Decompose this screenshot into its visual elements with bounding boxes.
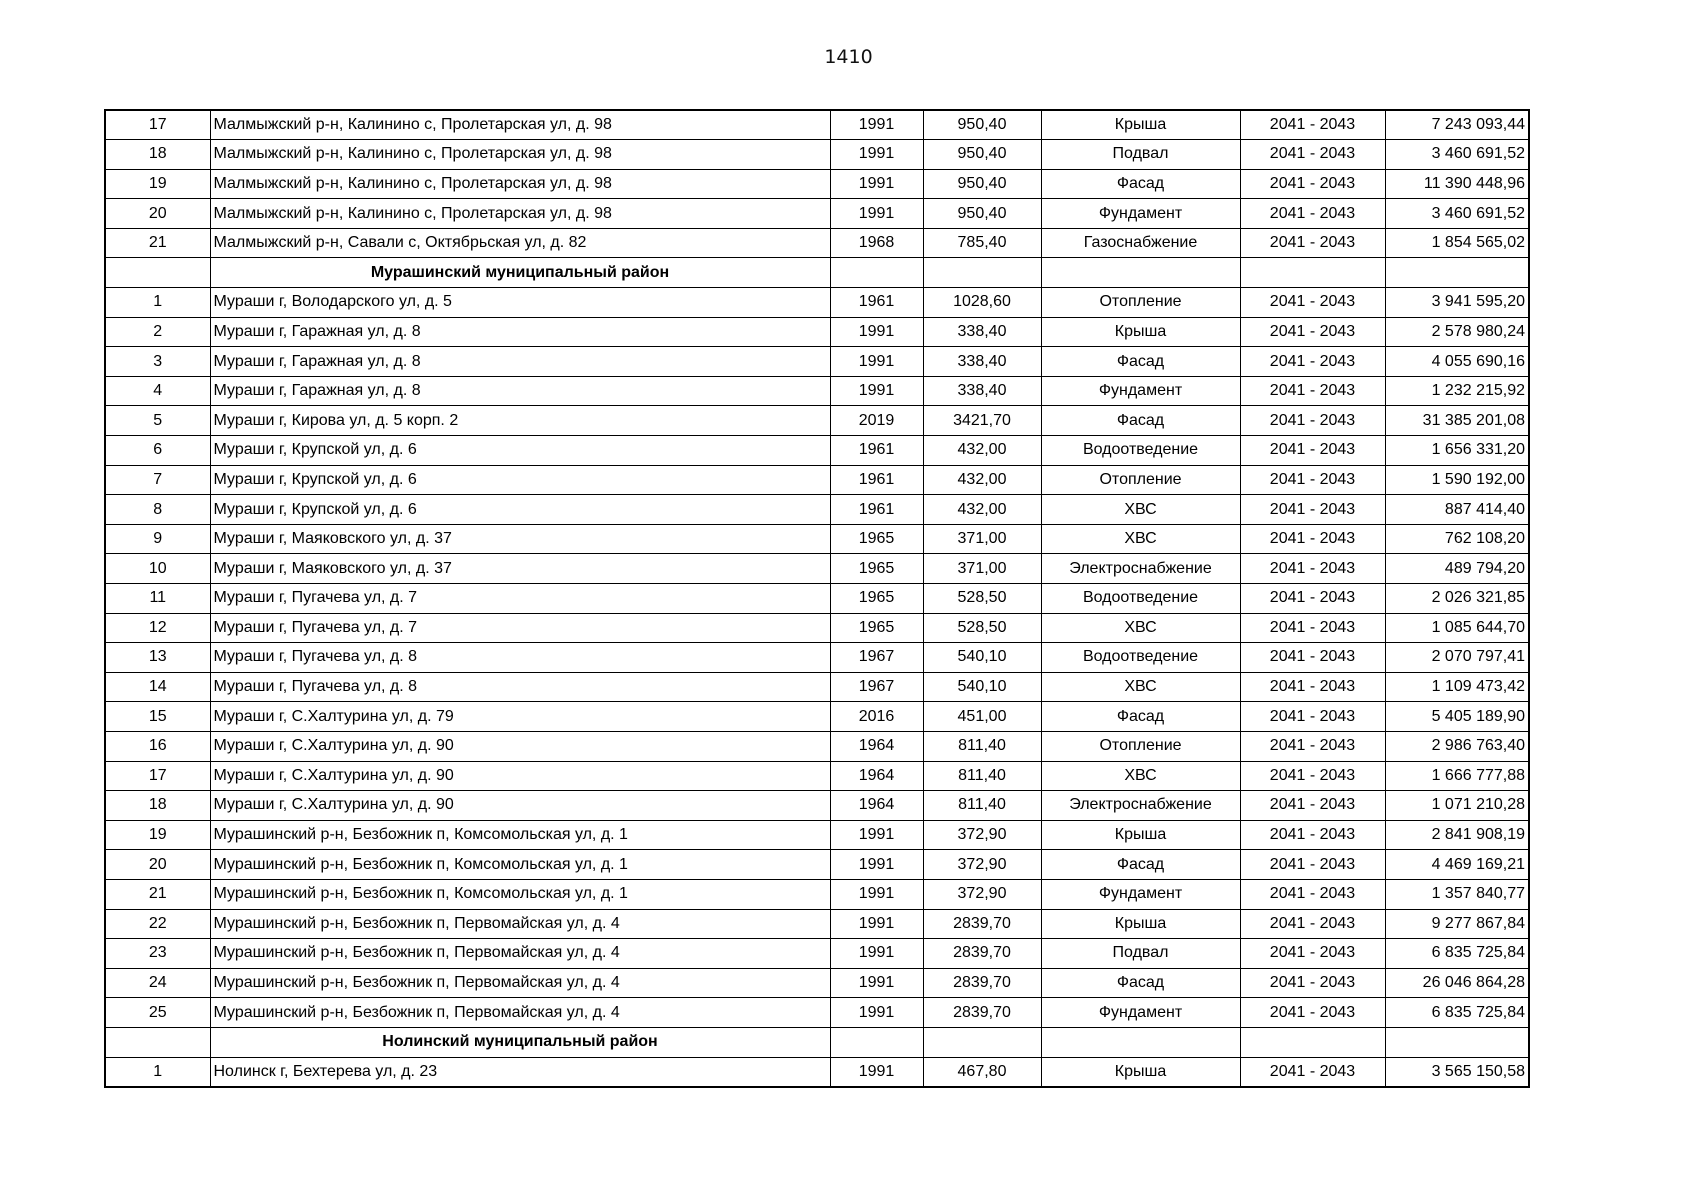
row-number-cell: 23 xyxy=(105,939,210,969)
period-cell: 2041 - 2043 xyxy=(1240,169,1385,199)
period-cell: 2041 - 2043 xyxy=(1240,731,1385,761)
section-title: Нолинский муниципальный район xyxy=(210,1027,830,1057)
period-cell: 2041 - 2043 xyxy=(1240,909,1385,939)
row-number-cell: 19 xyxy=(105,820,210,850)
year-built-cell: 1991 xyxy=(830,140,923,170)
row-number-cell: 14 xyxy=(105,672,210,702)
cost-cell: 1 085 644,70 xyxy=(1385,613,1529,643)
table-row xyxy=(105,228,1529,258)
table-row xyxy=(105,288,1529,318)
address-cell: Мураши г, Маяковского ул, д. 37 xyxy=(210,524,830,554)
period-cell: 2041 - 2043 xyxy=(1240,406,1385,436)
table-row xyxy=(105,968,1529,998)
year-built-cell: 1965 xyxy=(830,613,923,643)
cost-cell: 1 590 192,00 xyxy=(1385,465,1529,495)
address-cell: Мурашинский р-н, Безбожник п, Первомайская ул, д. 4 xyxy=(210,998,830,1028)
area-cell: 467,80 xyxy=(923,1057,1041,1087)
period-cell: 2041 - 2043 xyxy=(1240,347,1385,377)
year-built-cell: 1964 xyxy=(830,791,923,821)
row-number-cell: 24 xyxy=(105,968,210,998)
table-row xyxy=(105,791,1529,821)
period-cell: 2041 - 2043 xyxy=(1240,820,1385,850)
address-cell: Мурашинский р-н, Безбожник п, Первомайская ул, д. 4 xyxy=(210,968,830,998)
table-body xyxy=(105,110,1529,1087)
row-number-cell: 13 xyxy=(105,643,210,673)
table-row xyxy=(105,909,1529,939)
work-type-cell: Фасад xyxy=(1041,169,1240,199)
address-cell: Мураши г, Пугачева ул, д. 7 xyxy=(210,584,830,614)
area-cell: 785,40 xyxy=(923,228,1041,258)
period-cell: 2041 - 2043 xyxy=(1240,317,1385,347)
period-cell: 2041 - 2043 xyxy=(1240,495,1385,525)
area-cell: 372,90 xyxy=(923,850,1041,880)
section-empty-cell xyxy=(1041,1027,1240,1057)
area-cell: 1028,60 xyxy=(923,288,1041,318)
work-type-cell: Фасад xyxy=(1041,850,1240,880)
year-built-cell: 1991 xyxy=(830,909,923,939)
section-empty-cell xyxy=(830,258,923,288)
row-number-cell: 1 xyxy=(105,288,210,318)
cost-cell: 2 026 321,85 xyxy=(1385,584,1529,614)
row-number-cell: 18 xyxy=(105,140,210,170)
period-cell: 2041 - 2043 xyxy=(1240,465,1385,495)
row-number-cell: 21 xyxy=(105,879,210,909)
address-cell: Мураши г, С.Халтурина ул, д. 90 xyxy=(210,761,830,791)
area-cell: 451,00 xyxy=(923,702,1041,732)
address-cell: Малмыжский р-н, Калинино с, Пролетарская ул, д. 98 xyxy=(210,199,830,229)
work-type-cell: Фундамент xyxy=(1041,199,1240,229)
year-built-cell: 1991 xyxy=(830,347,923,377)
cost-cell: 1 109 473,42 xyxy=(1385,672,1529,702)
address-cell: Мураши г, Пугачева ул, д. 8 xyxy=(210,672,830,702)
row-number-cell: 6 xyxy=(105,436,210,466)
address-cell: Мураши г, Гаражная ул, д. 8 xyxy=(210,317,830,347)
work-type-cell: Отопление xyxy=(1041,731,1240,761)
table-row xyxy=(105,702,1529,732)
area-cell: 2839,70 xyxy=(923,968,1041,998)
period-cell: 2041 - 2043 xyxy=(1240,613,1385,643)
cost-cell: 1 666 777,88 xyxy=(1385,761,1529,791)
address-cell: Мураши г, Крупской ул, д. 6 xyxy=(210,436,830,466)
section-empty-cell xyxy=(1385,258,1529,288)
work-type-cell: Отопление xyxy=(1041,288,1240,318)
address-cell: Мурашинский р-н, Безбожник п, Первомайская ул, д. 4 xyxy=(210,909,830,939)
cost-cell: 26 046 864,28 xyxy=(1385,968,1529,998)
period-cell: 2041 - 2043 xyxy=(1240,791,1385,821)
work-type-cell: ХВС xyxy=(1041,761,1240,791)
address-cell: Мураши г, С.Халтурина ул, д. 90 xyxy=(210,731,830,761)
row-number-cell: 8 xyxy=(105,495,210,525)
work-type-cell: Электроснабжение xyxy=(1041,791,1240,821)
table-row xyxy=(105,731,1529,761)
cost-cell: 887 414,40 xyxy=(1385,495,1529,525)
table-row xyxy=(105,524,1529,554)
period-cell: 2041 - 2043 xyxy=(1240,584,1385,614)
period-cell: 2041 - 2043 xyxy=(1240,436,1385,466)
table-row xyxy=(105,554,1529,584)
table-row xyxy=(105,939,1529,969)
area-cell: 811,40 xyxy=(923,731,1041,761)
address-cell: Малмыжский р-н, Калинино с, Пролетарская ул, д. 98 xyxy=(210,110,830,140)
address-cell: Мураши г, С.Халтурина ул, д. 79 xyxy=(210,702,830,732)
year-built-cell: 1967 xyxy=(830,643,923,673)
area-cell: 528,50 xyxy=(923,613,1041,643)
row-number-cell: 18 xyxy=(105,791,210,821)
table-row xyxy=(105,465,1529,495)
year-built-cell: 1991 xyxy=(830,376,923,406)
work-type-cell: Фундамент xyxy=(1041,998,1240,1028)
work-type-cell: Электроснабжение xyxy=(1041,554,1240,584)
table-row xyxy=(105,140,1529,170)
period-cell: 2041 - 2043 xyxy=(1240,554,1385,584)
cost-cell: 7 243 093,44 xyxy=(1385,110,1529,140)
row-number-cell: 16 xyxy=(105,731,210,761)
table-row xyxy=(105,643,1529,673)
cost-cell: 5 405 189,90 xyxy=(1385,702,1529,732)
work-type-cell: Водоотведение xyxy=(1041,584,1240,614)
work-type-cell: Крыша xyxy=(1041,820,1240,850)
year-built-cell: 1964 xyxy=(830,761,923,791)
year-built-cell: 1965 xyxy=(830,554,923,584)
cost-cell: 1 232 215,92 xyxy=(1385,376,1529,406)
period-cell: 2041 - 2043 xyxy=(1240,702,1385,732)
period-cell: 2041 - 2043 xyxy=(1240,850,1385,880)
cost-cell: 4 469 169,21 xyxy=(1385,850,1529,880)
work-type-cell: Водоотведение xyxy=(1041,436,1240,466)
work-type-cell: Подвал xyxy=(1041,140,1240,170)
area-cell: 371,00 xyxy=(923,524,1041,554)
area-cell: 540,10 xyxy=(923,643,1041,673)
work-type-cell: Крыша xyxy=(1041,317,1240,347)
row-number-cell: 12 xyxy=(105,613,210,643)
work-type-cell: Крыша xyxy=(1041,1057,1240,1087)
address-cell: Малмыжский р-н, Калинино с, Пролетарская ул, д. 98 xyxy=(210,169,830,199)
work-type-cell: Подвал xyxy=(1041,939,1240,969)
section-empty-cell xyxy=(1240,1027,1385,1057)
section-empty-cell xyxy=(1385,1027,1529,1057)
cost-cell: 2 841 908,19 xyxy=(1385,820,1529,850)
address-cell: Мураши г, Гаражная ул, д. 8 xyxy=(210,376,830,406)
address-cell: Малмыжский р-н, Савали с, Октябрьская ул, д. 82 xyxy=(210,228,830,258)
area-cell: 811,40 xyxy=(923,791,1041,821)
cost-cell: 2 578 980,24 xyxy=(1385,317,1529,347)
period-cell: 2041 - 2043 xyxy=(1240,110,1385,140)
year-built-cell: 1991 xyxy=(830,998,923,1028)
year-built-cell: 1991 xyxy=(830,169,923,199)
area-cell: 540,10 xyxy=(923,672,1041,702)
section-title: Мурашинский муниципальный район xyxy=(210,258,830,288)
work-type-cell: Крыша xyxy=(1041,909,1240,939)
cost-cell: 6 835 725,84 xyxy=(1385,998,1529,1028)
year-built-cell: 1967 xyxy=(830,672,923,702)
page-number: 1410 xyxy=(824,46,873,68)
address-cell: Мураши г, Крупской ул, д. 6 xyxy=(210,465,830,495)
table-row xyxy=(105,820,1529,850)
row-number-cell: 11 xyxy=(105,584,210,614)
address-cell: Мурашинский р-н, Безбожник п, Комсомольская ул, д. 1 xyxy=(210,850,830,880)
table-row xyxy=(105,672,1529,702)
table-row xyxy=(105,169,1529,199)
period-cell: 2041 - 2043 xyxy=(1240,1057,1385,1087)
area-cell: 2839,70 xyxy=(923,909,1041,939)
area-cell: 432,00 xyxy=(923,495,1041,525)
area-cell: 338,40 xyxy=(923,347,1041,377)
address-cell: Мурашинский р-н, Безбожник п, Комсомольская ул, д. 1 xyxy=(210,879,830,909)
year-built-cell: 2016 xyxy=(830,702,923,732)
table-row xyxy=(105,199,1529,229)
address-cell: Мураши г, С.Халтурина ул, д. 90 xyxy=(210,791,830,821)
row-number-cell: 19 xyxy=(105,169,210,199)
address-cell: Мурашинский р-н, Безбожник п, Первомайская ул, д. 4 xyxy=(210,939,830,969)
address-cell: Малмыжский р-н, Калинино с, Пролетарская ул, д. 98 xyxy=(210,140,830,170)
table-row xyxy=(105,110,1529,140)
year-built-cell: 1991 xyxy=(830,850,923,880)
row-number-cell: 21 xyxy=(105,228,210,258)
area-cell: 2839,70 xyxy=(923,998,1041,1028)
period-cell: 2041 - 2043 xyxy=(1240,288,1385,318)
period-cell: 2041 - 2043 xyxy=(1240,998,1385,1028)
year-built-cell: 1991 xyxy=(830,317,923,347)
cost-cell: 3 460 691,52 xyxy=(1385,140,1529,170)
area-cell: 338,40 xyxy=(923,317,1041,347)
address-cell: Мураши г, Маяковского ул, д. 37 xyxy=(210,554,830,584)
year-built-cell: 2019 xyxy=(830,406,923,436)
period-cell: 2041 - 2043 xyxy=(1240,228,1385,258)
capital-repair-table xyxy=(104,109,1530,1088)
table-row xyxy=(105,998,1529,1028)
area-cell: 950,40 xyxy=(923,140,1041,170)
row-number-cell: 22 xyxy=(105,909,210,939)
section-empty-cell xyxy=(1041,258,1240,288)
cost-cell: 2 986 763,40 xyxy=(1385,731,1529,761)
work-type-cell: ХВС xyxy=(1041,613,1240,643)
cost-cell: 2 070 797,41 xyxy=(1385,643,1529,673)
cost-cell: 762 108,20 xyxy=(1385,524,1529,554)
year-built-cell: 1964 xyxy=(830,731,923,761)
section-number-cell xyxy=(105,258,210,288)
section-number-cell xyxy=(105,1027,210,1057)
work-type-cell: Газоснабжение xyxy=(1041,228,1240,258)
section-empty-cell xyxy=(923,258,1041,288)
table-row xyxy=(105,347,1529,377)
row-number-cell: 4 xyxy=(105,376,210,406)
row-number-cell: 17 xyxy=(105,110,210,140)
row-number-cell: 25 xyxy=(105,998,210,1028)
year-built-cell: 1965 xyxy=(830,524,923,554)
year-built-cell: 1961 xyxy=(830,436,923,466)
period-cell: 2041 - 2043 xyxy=(1240,672,1385,702)
year-built-cell: 1991 xyxy=(830,820,923,850)
year-built-cell: 1961 xyxy=(830,288,923,318)
work-type-cell: Крыша xyxy=(1041,110,1240,140)
table-row xyxy=(105,317,1529,347)
cost-cell: 1 656 331,20 xyxy=(1385,436,1529,466)
cost-cell: 4 055 690,16 xyxy=(1385,347,1529,377)
address-cell: Мураши г, Пугачева ул, д. 8 xyxy=(210,643,830,673)
row-number-cell: 2 xyxy=(105,317,210,347)
period-cell: 2041 - 2043 xyxy=(1240,879,1385,909)
cost-cell: 3 941 595,20 xyxy=(1385,288,1529,318)
address-cell: Мураши г, Пугачева ул, д. 7 xyxy=(210,613,830,643)
area-cell: 432,00 xyxy=(923,465,1041,495)
work-type-cell: Водоотведение xyxy=(1041,643,1240,673)
work-type-cell: Отопление xyxy=(1041,465,1240,495)
address-cell: Мураши г, Крупской ул, д. 6 xyxy=(210,495,830,525)
work-type-cell: Фасад xyxy=(1041,406,1240,436)
year-built-cell: 1991 xyxy=(830,110,923,140)
address-cell: Мураши г, Володарского ул, д. 5 xyxy=(210,288,830,318)
table-row xyxy=(105,850,1529,880)
work-type-cell: Фасад xyxy=(1041,968,1240,998)
table-row xyxy=(105,495,1529,525)
area-cell: 3421,70 xyxy=(923,406,1041,436)
area-cell: 432,00 xyxy=(923,436,1041,466)
cost-cell: 489 794,20 xyxy=(1385,554,1529,584)
work-type-cell: Фундамент xyxy=(1041,376,1240,406)
cost-cell: 3 460 691,52 xyxy=(1385,199,1529,229)
row-number-cell: 20 xyxy=(105,850,210,880)
row-number-cell: 20 xyxy=(105,199,210,229)
area-cell: 950,40 xyxy=(923,110,1041,140)
year-built-cell: 1961 xyxy=(830,465,923,495)
address-cell: Мураши г, Гаражная ул, д. 8 xyxy=(210,347,830,377)
year-built-cell: 1961 xyxy=(830,495,923,525)
row-number-cell: 15 xyxy=(105,702,210,732)
cost-cell: 6 835 725,84 xyxy=(1385,939,1529,969)
section-header-row xyxy=(105,1027,1529,1057)
row-number-cell: 9 xyxy=(105,524,210,554)
table-row xyxy=(105,1057,1529,1087)
area-cell: 371,00 xyxy=(923,554,1041,584)
table-row xyxy=(105,613,1529,643)
row-number-cell: 17 xyxy=(105,761,210,791)
row-number-cell: 1 xyxy=(105,1057,210,1087)
period-cell: 2041 - 2043 xyxy=(1240,761,1385,791)
area-cell: 528,50 xyxy=(923,584,1041,614)
cost-cell: 1 357 840,77 xyxy=(1385,879,1529,909)
section-header-row xyxy=(105,258,1529,288)
cost-cell: 1 854 565,02 xyxy=(1385,228,1529,258)
section-empty-cell xyxy=(830,1027,923,1057)
year-built-cell: 1991 xyxy=(830,879,923,909)
year-built-cell: 1991 xyxy=(830,199,923,229)
table-row xyxy=(105,376,1529,406)
period-cell: 2041 - 2043 xyxy=(1240,643,1385,673)
row-number-cell: 5 xyxy=(105,406,210,436)
row-number-cell: 7 xyxy=(105,465,210,495)
section-empty-cell xyxy=(923,1027,1041,1057)
period-cell: 2041 - 2043 xyxy=(1240,524,1385,554)
period-cell: 2041 - 2043 xyxy=(1240,968,1385,998)
row-number-cell: 10 xyxy=(105,554,210,584)
area-cell: 372,90 xyxy=(923,879,1041,909)
work-type-cell: ХВС xyxy=(1041,672,1240,702)
address-cell: Мураши г, Кирова ул, д. 5 корп. 2 xyxy=(210,406,830,436)
work-type-cell: ХВС xyxy=(1041,524,1240,554)
cost-cell: 11 390 448,96 xyxy=(1385,169,1529,199)
year-built-cell: 1991 xyxy=(830,939,923,969)
year-built-cell: 1965 xyxy=(830,584,923,614)
period-cell: 2041 - 2043 xyxy=(1240,376,1385,406)
table-row xyxy=(105,584,1529,614)
period-cell: 2041 - 2043 xyxy=(1240,140,1385,170)
table-row xyxy=(105,406,1529,436)
area-cell: 372,90 xyxy=(923,820,1041,850)
cost-cell: 9 277 867,84 xyxy=(1385,909,1529,939)
table-row xyxy=(105,436,1529,466)
work-type-cell: Фундамент xyxy=(1041,879,1240,909)
area-cell: 950,40 xyxy=(923,199,1041,229)
cost-cell: 31 385 201,08 xyxy=(1385,406,1529,436)
year-built-cell: 1968 xyxy=(830,228,923,258)
area-cell: 950,40 xyxy=(923,169,1041,199)
period-cell: 2041 - 2043 xyxy=(1240,939,1385,969)
work-type-cell: Фасад xyxy=(1041,702,1240,732)
area-cell: 338,40 xyxy=(923,376,1041,406)
section-empty-cell xyxy=(1240,258,1385,288)
period-cell: 2041 - 2043 xyxy=(1240,199,1385,229)
table-row xyxy=(105,761,1529,791)
area-cell: 2839,70 xyxy=(923,939,1041,969)
year-built-cell: 1991 xyxy=(830,1057,923,1087)
cost-cell: 1 071 210,28 xyxy=(1385,791,1529,821)
work-type-cell: Фасад xyxy=(1041,347,1240,377)
work-type-cell: ХВС xyxy=(1041,495,1240,525)
table-row xyxy=(105,879,1529,909)
address-cell: Мурашинский р-н, Безбожник п, Комсомольская ул, д. 1 xyxy=(210,820,830,850)
area-cell: 811,40 xyxy=(923,761,1041,791)
year-built-cell: 1991 xyxy=(830,968,923,998)
address-cell: Нолинск г, Бехтерева ул, д. 23 xyxy=(210,1057,830,1087)
row-number-cell: 3 xyxy=(105,347,210,377)
cost-cell: 3 565 150,58 xyxy=(1385,1057,1529,1087)
